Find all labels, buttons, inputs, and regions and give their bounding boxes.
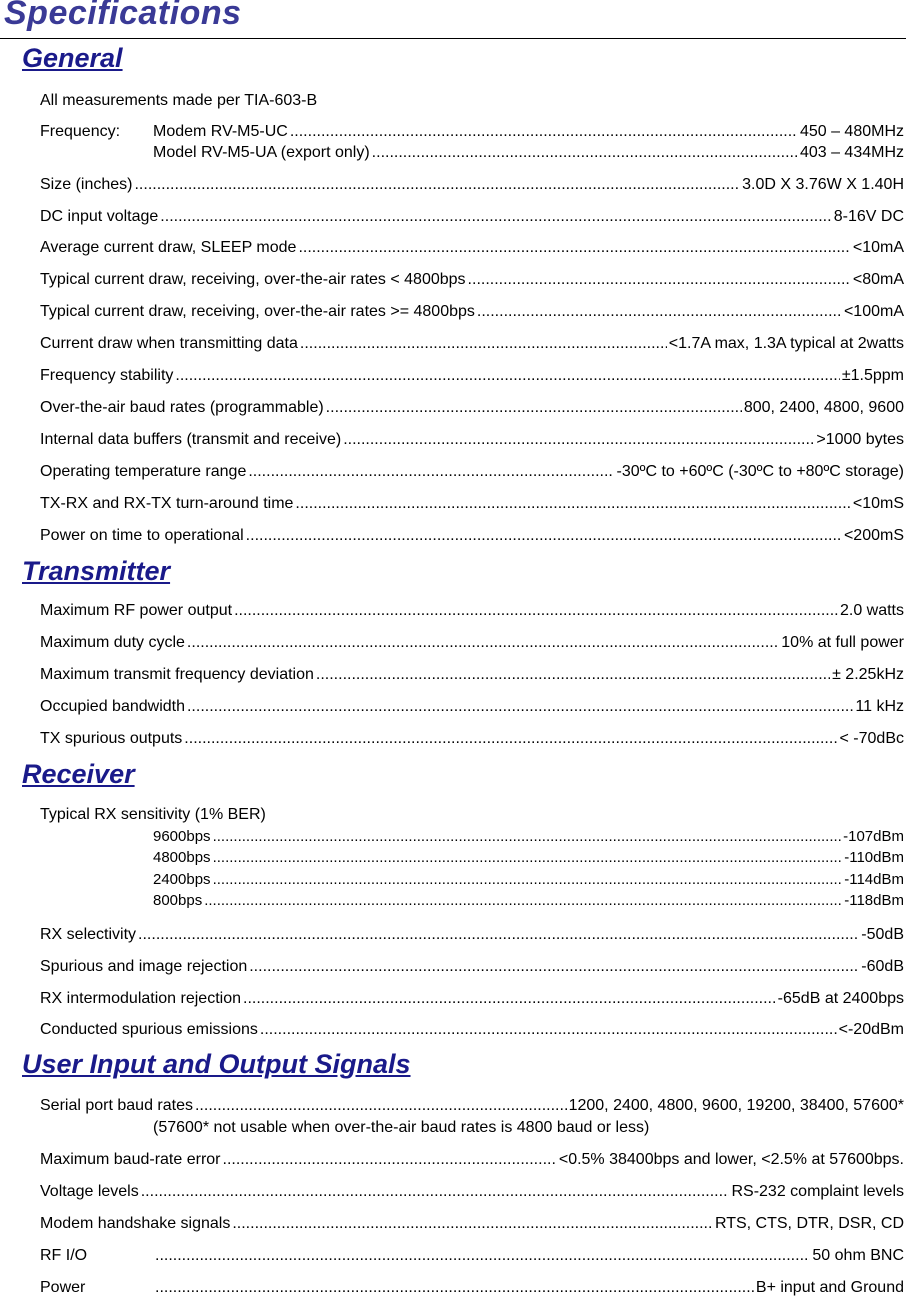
- spec-label: Frequency stability: [40, 367, 174, 384]
- spec-value: 450 – 480MHz: [799, 123, 904, 140]
- spec-value: <10mS: [852, 495, 904, 512]
- section-heading-transmitter: Transmitter: [22, 556, 171, 586]
- spec-value: < -70dBc: [839, 730, 904, 747]
- leader-dots: [343, 430, 814, 450]
- spec-label: Modem handshake signals: [40, 1215, 231, 1232]
- spec-label: Spurious and image rejection: [40, 958, 248, 975]
- spec-value: RS-232 complaint levels: [731, 1183, 904, 1200]
- leader-dots: [213, 871, 843, 889]
- spec-row: [40, 1182, 904, 1202]
- leader-dots: [372, 143, 798, 163]
- leader-dots: [187, 697, 853, 717]
- spec-label: 9600bps: [153, 828, 211, 845]
- spec-row: [40, 989, 904, 1009]
- leader-dots: [316, 665, 830, 685]
- spec-label: Current draw when transmitting data: [40, 335, 298, 352]
- rx-sensitivity-label: Typical RX sensitivity (1% BER): [40, 806, 266, 823]
- spec-row: [40, 957, 904, 977]
- leader-dots: [184, 729, 837, 749]
- spec-value: RTS, CTS, DTR, DSR, CD: [714, 1215, 904, 1232]
- leader-dots: [298, 238, 850, 258]
- spec-row: [40, 175, 904, 195]
- leader-dots: [246, 526, 842, 546]
- spec-label: Typical current draw, receiving, over-the-air rates >= 4800bps: [40, 303, 475, 320]
- spec-row: [40, 238, 904, 258]
- leader-dots: [468, 270, 851, 290]
- spec-row: [153, 122, 904, 142]
- leader-dots: [141, 1182, 730, 1202]
- spec-row: [40, 1020, 904, 1040]
- spec-label: Operating temperature range: [40, 463, 247, 480]
- spec-row: [40, 398, 904, 418]
- leader-dots: [290, 122, 798, 142]
- spec-label: Maximum duty cycle: [40, 634, 185, 651]
- spec-label: Voltage levels: [40, 1183, 139, 1200]
- spec-label: Internal data buffers (transmit and receive): [40, 431, 342, 448]
- title-divider: [0, 38, 906, 39]
- spec-label: Average current draw, SLEEP mode: [40, 239, 297, 256]
- spec-label: TX-RX and RX-TX turn-around time: [40, 495, 294, 512]
- spec-row: [40, 494, 904, 514]
- spec-label: Power: [40, 1279, 86, 1296]
- spec-row: [153, 871, 904, 889]
- spec-value: 10% at full power: [781, 634, 904, 651]
- spec-row: [40, 601, 904, 621]
- spec-value: >1000 bytes: [816, 431, 904, 448]
- spec-row: [40, 207, 904, 227]
- spec-label: 2400bps: [153, 871, 211, 888]
- leader-dots: [326, 398, 742, 418]
- leader-dots: [300, 334, 667, 354]
- spec-value: 11 kHz: [855, 698, 904, 715]
- spec-row: [40, 366, 904, 386]
- spec-label: Power on time to operational: [40, 527, 244, 544]
- leader-dots: [195, 1096, 567, 1116]
- spec-value: <200mS: [843, 527, 904, 544]
- spec-value: <100mA: [843, 303, 904, 320]
- spec-label: Over-the-air baud rates (programmable): [40, 399, 324, 416]
- section-heading-receiver: Receiver: [22, 759, 135, 789]
- leader-dots: [234, 601, 838, 621]
- spec-value: <-20dBm: [838, 1021, 904, 1038]
- leader-dots: [155, 1246, 810, 1266]
- leader-dots: [175, 366, 839, 386]
- spec-value: -110dBm: [844, 849, 904, 866]
- leader-dots: [477, 302, 842, 322]
- spec-value: 403 – 434MHz: [799, 144, 904, 161]
- spec-row: [40, 1214, 904, 1234]
- leader-dots: [232, 1214, 713, 1234]
- spec-value: 1200, 2400, 4800, 9600, 19200, 38400, 57600*: [568, 1097, 904, 1114]
- spec-label: RF I/O: [40, 1247, 88, 1264]
- spec-row: [40, 430, 904, 450]
- spec-value: -118dBm: [844, 892, 904, 909]
- spec-label: Model RV-M5-UA (export only): [153, 144, 370, 161]
- spec-row: [40, 665, 904, 685]
- spec-label: RX intermodulation rejection: [40, 990, 241, 1007]
- spec-value: -114dBm: [844, 871, 904, 888]
- leader-dots: [248, 462, 614, 482]
- spec-label: Serial port baud rates: [40, 1097, 193, 1114]
- spec-label: Occupied bandwidth: [40, 698, 185, 715]
- leader-dots: [249, 957, 859, 977]
- serial-note: (57600* not usable when over-the-air baud rates is 4800 baud or less): [153, 1119, 650, 1136]
- leader-dots: [295, 494, 850, 514]
- leader-dots: [187, 633, 779, 653]
- spec-row: [40, 334, 904, 354]
- spec-value: <0.5% 38400bps and lower, <2.5% at 57600bps.: [558, 1151, 904, 1168]
- spec-label: RX selectivity: [40, 926, 137, 943]
- leader-dots: [223, 1150, 557, 1170]
- spec-value: ±1.5ppm: [841, 367, 904, 384]
- leader-dots: [138, 925, 859, 945]
- spec-row: [40, 1278, 904, 1298]
- spec-row: [40, 1096, 904, 1116]
- spec-value: B+ input and Ground: [755, 1279, 904, 1296]
- spec-row: [40, 925, 904, 945]
- leader-dots: [243, 989, 776, 1009]
- spec-value: -30ºC to +60ºC (-30ºC to +80ºC storage): [616, 463, 904, 480]
- spec-value: 2.0 watts: [839, 602, 904, 619]
- spec-label: Size (inches): [40, 176, 133, 193]
- spec-row: [40, 270, 904, 290]
- spec-row: [153, 828, 904, 846]
- spec-value: -50dB: [861, 926, 904, 943]
- spec-label: Maximum transmit frequency deviation: [40, 666, 314, 683]
- section-heading-io: User Input and Output Signals: [22, 1049, 411, 1079]
- spec-value: ± 2.25kHz: [832, 666, 904, 683]
- leader-dots: [204, 892, 842, 910]
- spec-row: [40, 462, 904, 482]
- spec-row: [40, 526, 904, 546]
- frequency-label: Frequency:: [40, 123, 121, 140]
- spec-row: [40, 302, 904, 322]
- spec-label: 4800bps: [153, 849, 211, 866]
- spec-label: TX spurious outputs: [40, 730, 183, 747]
- spec-label: Typical current draw, receiving, over-the-air rates < 4800bps: [40, 271, 466, 288]
- spec-row: [40, 1246, 904, 1266]
- leader-dots: [213, 828, 842, 846]
- spec-value: -60dB: [861, 958, 904, 975]
- spec-label: Maximum RF power output: [40, 602, 233, 619]
- spec-value: 800, 2400, 4800, 9600: [743, 399, 904, 416]
- leader-dots: [260, 1020, 837, 1040]
- general-intro: All measurements made per TIA-603-B: [40, 92, 318, 109]
- spec-value: 3.0D X 3.76W X 1.40H: [742, 176, 904, 193]
- section-heading-general: General: [22, 43, 123, 73]
- spec-row: [153, 143, 904, 163]
- spec-label: DC input voltage: [40, 208, 159, 225]
- spec-value: 50 ohm BNC: [812, 1247, 904, 1264]
- leader-dots: [155, 1278, 754, 1298]
- spec-value: 8-16V DC: [833, 208, 904, 225]
- spec-row: [40, 1150, 904, 1170]
- spec-label: Maximum baud-rate error: [40, 1151, 221, 1168]
- leader-dots: [213, 849, 843, 867]
- spec-value: -107dBm: [843, 828, 904, 845]
- leader-dots: [160, 207, 831, 227]
- spec-row: [153, 892, 904, 910]
- spec-label: Conducted spurious emissions: [40, 1021, 258, 1038]
- spec-row: [40, 729, 904, 749]
- spec-value: <80mA: [852, 271, 904, 288]
- spec-row: [153, 849, 904, 867]
- leader-dots: [134, 175, 740, 195]
- page-title: Specifications: [4, 0, 242, 32]
- spec-row: [40, 697, 904, 717]
- spec-value: <10mA: [852, 239, 904, 256]
- spec-label: Modem RV-M5-UC: [153, 123, 288, 140]
- spec-value: <1.7A max, 1.3A typical at 2watts: [668, 335, 904, 352]
- spec-value: -65dB at 2400bps: [777, 990, 904, 1007]
- spec-row: [40, 633, 904, 653]
- spec-label: 800bps: [153, 892, 203, 909]
